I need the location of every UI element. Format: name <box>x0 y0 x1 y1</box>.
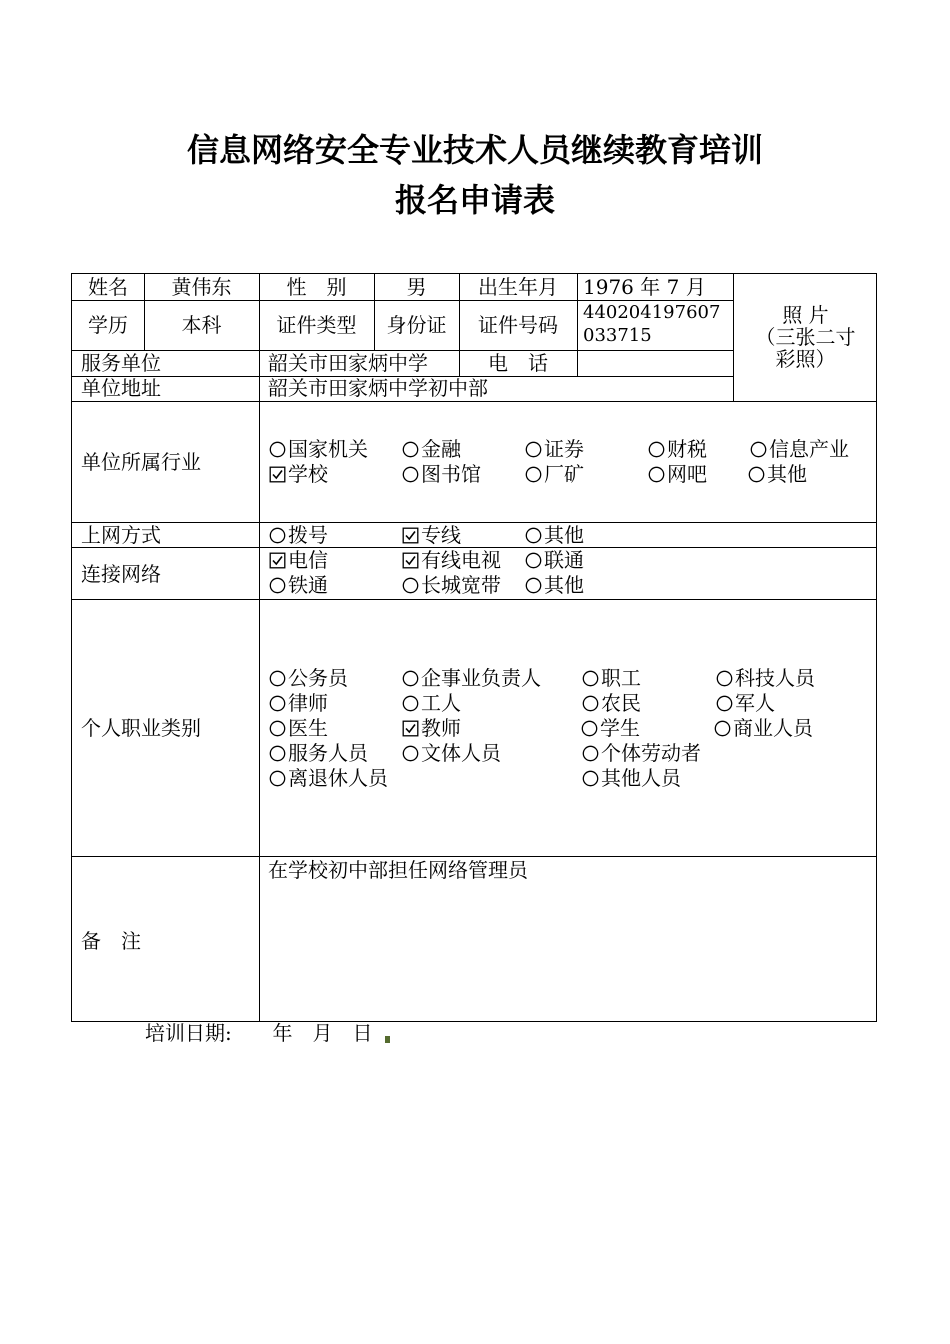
form-subtitle: 报名申请表 <box>394 181 555 219</box>
photo-line3: 彩照） <box>775 347 836 371</box>
radio-circle-icon <box>714 718 731 735</box>
checkbox-checked-icon <box>269 550 286 567</box>
industry-option[interactable]: 学校 <box>269 462 328 487</box>
checkbox-checked-icon <box>402 718 419 735</box>
radio-circle-icon <box>716 693 733 710</box>
access-option[interactable]: 专线 <box>402 523 461 548</box>
access-option[interactable]: 拨号 <box>269 523 328 548</box>
birth-label: 出生年月 <box>478 275 558 299</box>
name-label: 姓名 <box>88 275 128 299</box>
radio-circle-icon <box>269 575 286 592</box>
occupation-option[interactable]: 教师 <box>402 716 461 741</box>
paragraph-mark-icon <box>385 1036 390 1043</box>
radio-circle-icon <box>748 464 765 481</box>
service-unit-value: 韶关市田家炳中学 <box>268 351 428 375</box>
radio-circle-icon <box>716 668 733 685</box>
occupation-option[interactable]: 农民 <box>582 691 641 716</box>
occupation-option[interactable]: 科技人员 <box>716 666 815 691</box>
checkbox-checked-icon <box>402 550 419 567</box>
remarks-value: 在学校初中部担任网络管理员 <box>268 858 528 882</box>
radio-circle-icon <box>402 575 419 592</box>
radio-circle-icon <box>750 439 767 456</box>
radio-circle-icon <box>648 464 665 481</box>
industry-option[interactable]: 信息产业 <box>750 437 849 462</box>
radio-circle-icon <box>402 439 419 456</box>
industry-option[interactable]: 网吧 <box>648 462 707 487</box>
radio-circle-icon <box>269 718 286 735</box>
network-option[interactable]: 电信 <box>269 548 328 573</box>
occupation-option[interactable]: 军人 <box>716 691 775 716</box>
industry-label: 单位所属行业 <box>81 450 201 474</box>
occupation-option[interactable]: 学生 <box>581 716 640 741</box>
id-number-line1: 440204197607 <box>583 302 721 323</box>
training-date-value: 年 月 日 <box>272 1021 373 1045</box>
id-number-line2: 033715 <box>583 325 652 346</box>
occupation-option[interactable]: 公务员 <box>269 666 348 691</box>
industry-option[interactable]: 金融 <box>402 437 461 462</box>
phone-label: 电 话 <box>488 351 548 375</box>
radio-circle-icon <box>402 464 419 481</box>
radio-circle-icon <box>525 575 542 592</box>
birth-value: 1976 年 7 月 <box>583 275 706 299</box>
radio-circle-icon <box>402 668 419 685</box>
access-option[interactable]: 其他 <box>525 523 584 548</box>
gender-label: 性 别 <box>286 275 347 299</box>
network-label: 连接网络 <box>81 562 161 586</box>
address-label: 单位地址 <box>81 376 161 400</box>
registration-form-table <box>71 273 877 1022</box>
industry-option[interactable]: 图书馆 <box>402 462 481 487</box>
address-value: 韶关市田家炳中学初中部 <box>268 376 488 400</box>
training-date <box>145 1020 390 1046</box>
radio-circle-icon <box>582 693 599 710</box>
occupation-option[interactable]: 医生 <box>269 716 328 741</box>
industry-option[interactable]: 其他 <box>748 462 807 487</box>
network-option[interactable]: 联通 <box>525 548 584 573</box>
radio-circle-icon <box>269 668 286 685</box>
checkbox-checked-icon <box>269 464 286 481</box>
checkbox-checked-icon <box>402 525 419 542</box>
id-type-value: 身份证 <box>386 313 447 337</box>
occupation-option[interactable]: 企事业负责人 <box>402 666 541 691</box>
industry-option[interactable]: 证券 <box>525 437 584 462</box>
occupation-option[interactable]: 文体人员 <box>402 741 501 766</box>
training-date-label: 培训日期: <box>145 1021 232 1045</box>
access-method-label: 上网方式 <box>81 523 161 547</box>
remarks-label: 备 注 <box>81 929 141 953</box>
education-value: 本科 <box>181 313 222 337</box>
radio-circle-icon <box>402 743 419 760</box>
id-number-label: 证件号码 <box>478 313 558 337</box>
network-option[interactable]: 铁通 <box>269 573 328 598</box>
service-unit-label: 服务单位 <box>81 351 161 375</box>
occupation-option[interactable]: 服务人员 <box>269 741 368 766</box>
occupation-option[interactable]: 律师 <box>269 691 328 716</box>
radio-circle-icon <box>582 668 599 685</box>
occupation-option[interactable]: 职工 <box>582 666 641 691</box>
radio-circle-icon <box>269 743 286 760</box>
radio-circle-icon <box>269 693 286 710</box>
network-option[interactable]: 其他 <box>525 573 584 598</box>
radio-circle-icon <box>581 718 598 735</box>
radio-circle-icon <box>525 525 542 542</box>
radio-circle-icon <box>582 768 599 785</box>
industry-option[interactable]: 财税 <box>648 437 707 462</box>
network-option[interactable]: 长城宽带 <box>402 573 501 598</box>
radio-circle-icon <box>648 439 665 456</box>
radio-circle-icon <box>402 693 419 710</box>
radio-circle-icon <box>525 550 542 567</box>
photo-placeholder <box>733 304 878 370</box>
occupation-option[interactable]: 商业人员 <box>714 716 813 741</box>
gender-value: 男 <box>406 275 427 299</box>
radio-circle-icon <box>525 464 542 481</box>
education-label: 学历 <box>88 313 128 337</box>
radio-circle-icon <box>269 768 286 785</box>
id-type-label: 证件类型 <box>276 313 357 337</box>
occupation-option[interactable]: 其他人员 <box>582 766 681 791</box>
industry-option[interactable]: 国家机关 <box>269 437 368 462</box>
name-value: 黄伟东 <box>171 275 232 299</box>
occupation-option[interactable]: 工人 <box>402 691 461 716</box>
radio-circle-icon <box>269 525 286 542</box>
occupation-option[interactable]: 离退休人员 <box>269 766 388 791</box>
form-title: 信息网络安全专业技术人员继续教育培训 <box>186 131 763 169</box>
radio-circle-icon <box>525 439 542 456</box>
radio-circle-icon <box>269 439 286 456</box>
industry-option[interactable]: 厂矿 <box>525 462 584 487</box>
occupation-label: 个人职业类别 <box>81 716 201 740</box>
photo-line2: （三张二寸 <box>755 325 856 349</box>
radio-circle-icon <box>582 743 599 760</box>
photo-line1: 照 片 <box>782 303 829 327</box>
network-option[interactable]: 有线电视 <box>402 548 501 573</box>
occupation-option[interactable]: 个体劳动者 <box>582 741 701 766</box>
